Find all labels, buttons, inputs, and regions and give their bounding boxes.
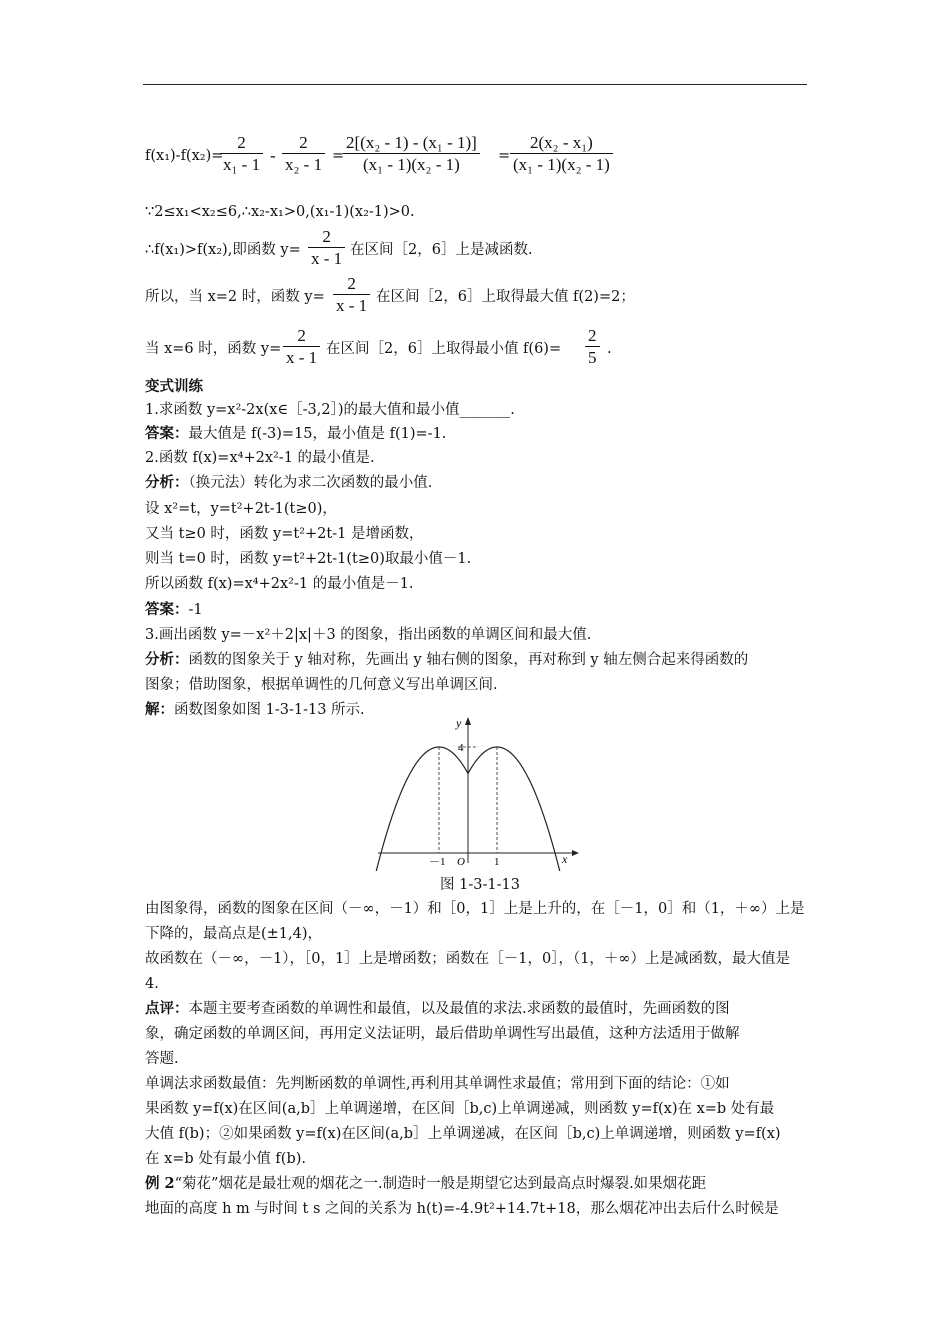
minus-sign: - [270, 146, 276, 165]
solution-3: 解：函数图象如图 1-3-1-13 所示. [145, 701, 365, 718]
method-line-4: 在 x=b 处有最小值 f(b). [145, 1151, 307, 1167]
analysis-2: 分析：（换元法）转化为求二次函数的最小值. [145, 474, 433, 491]
function-graph [372, 713, 584, 871]
fraction-2: $\frac{2}{\text{x₂ - 1}}$ [282, 133, 325, 176]
x-axis-arrow [572, 850, 579, 856]
conclusion-line-1: 由图象得，函数的图象在区间（－∞，－1）和［0，1］上是上升的，在［－1，0］和（1，＋∞）上是 [145, 901, 805, 917]
step-2-2: 又当 t≥0 时，函数 y=t²+2t-1 是增函数， [145, 526, 424, 542]
fraction-4: $\frac{\text{2(x₂ - x₁)}}{\text{(x₁ - 1)(x₂ - 1)}}$ [510, 133, 613, 176]
question-1: 1.求函数 y=x²-2x(x∈［-3,2］)的最大值和最小值_______. [145, 402, 515, 418]
origin-label: O [457, 856, 465, 868]
comment-line-3: 答题. [145, 1051, 179, 1067]
y-axis-arrow [465, 717, 471, 725]
step-2-3: 则当 t=0 时，函数 y=t²+2t-1(t≥0)取最小值－1. [145, 551, 472, 567]
equals-1: = [332, 148, 345, 164]
answer-2: 答案：-1 [145, 601, 203, 618]
analysis-3: 分析：函数的图象关于 y 轴对称，先画出 y 轴右侧的图象，再对称到 y 轴左侧合起来得函数的 [145, 651, 749, 668]
answer-1: 答案：最大值是 f(-3)=15，最小值是 f(1)=-1. [145, 425, 447, 442]
conclusion-line-4: 4. [145, 976, 159, 992]
fraction-y: $\frac{2}{x - 1}$ [283, 326, 320, 369]
fraction-y: $\frac{2}{x - 1}$ [308, 227, 345, 270]
question-2: 2.函数 f(x)=x⁴+2x²-1 的最小值是. [145, 450, 375, 466]
x-tick-1: 1 [494, 856, 500, 868]
example-2-line-1: 例 2“菊花”烟花是最壮观的烟花之一.制造时一般是期望它达到最高点时爆裂.如果烟花距 [145, 1175, 707, 1192]
comment-line-1: 点评：本题主要考查函数的单调性和最值，以及最值的求法.求函数的最值时，先画函数的图 [145, 1000, 730, 1017]
method-line-1: 单调法求函数最值：先判断函数的单调性,再利用其单调性求最值；常用到下面的结论：①如 [145, 1076, 730, 1092]
method-line-3: 大值 f(b)；②如果函数 y=f(x)在区间(a,b］上单调递减，在区间［b,c)上单调递增，则函数 y=f(x) [145, 1126, 781, 1142]
example-2-line-2: 地面的高度 h m 与时间 t s 之间的关系为 h(t)=-4.9t²+14.7t+18，那么烟花冲出去后什么时候是 [145, 1201, 779, 1217]
diff-lhs: f(x₁)-f(x₂)= [145, 148, 224, 164]
method-line-2: 果函数 y=f(x)在区间(a,b］上单调递增，在区间［b,c)上单调递减，则函数 y=f(x)在 x=b 处有最 [145, 1101, 775, 1117]
comment-line-2: 象，确定函数的单调区间，再用定义法证明，最后借助单调性写出最值，这种方法适用于做解 [145, 1026, 740, 1042]
figure-caption: 图 1-3-1-13 [440, 877, 520, 893]
y-tick-4: 4 [458, 742, 464, 754]
fraction-1: $\frac{2}{\text{x₁ - 1}}$ [220, 133, 263, 176]
header-rule [143, 84, 807, 85]
analysis-3-cont: 图象；借助图象，根据单调性的几何意义写出单调区间. [145, 677, 498, 693]
inequality-line: ∵2≤x₁<x₂≤6,∴x₂-x₁>0,(x₁-1)(x₂-1)>0. [145, 204, 415, 220]
x-tick-neg-1: －1 [429, 856, 446, 868]
step-2-4: 所以函数 f(x)=x⁴+2x²-1 的最小值是－1. [145, 576, 414, 592]
conclusion-line-3: 故函数在（－∞，－1），［0，1］上是增函数；函数在［－1，0］，（1，＋∞）上是减函数，最大值是 [145, 951, 791, 967]
equals-2: = [498, 148, 511, 164]
y-axis-label: y [456, 716, 462, 730]
fraction-y: $\frac{2}{x - 1}$ [333, 274, 370, 317]
fraction-3: $\frac{\text{2[(x₂ - 1) - (x₁ - 1)]}}{\text{(x₁ - 1)(x₂ - 1)}}$ [343, 133, 480, 176]
x-axis-label: x [562, 852, 568, 866]
fraction-result: $\frac{2}{5}$ [585, 326, 600, 369]
conclusion-line-2: 下降的，最高点是(±1,4)， [145, 926, 323, 942]
question-3: 3.画出函数 y=－x²＋2|x|＋3 的图象，指出函数的单调区间和最大值. [145, 627, 592, 643]
section-title: 变式训练 [145, 378, 203, 395]
step-2-1: 设 x²=t，y=t²+2t-1(t≥0)， [145, 501, 337, 517]
